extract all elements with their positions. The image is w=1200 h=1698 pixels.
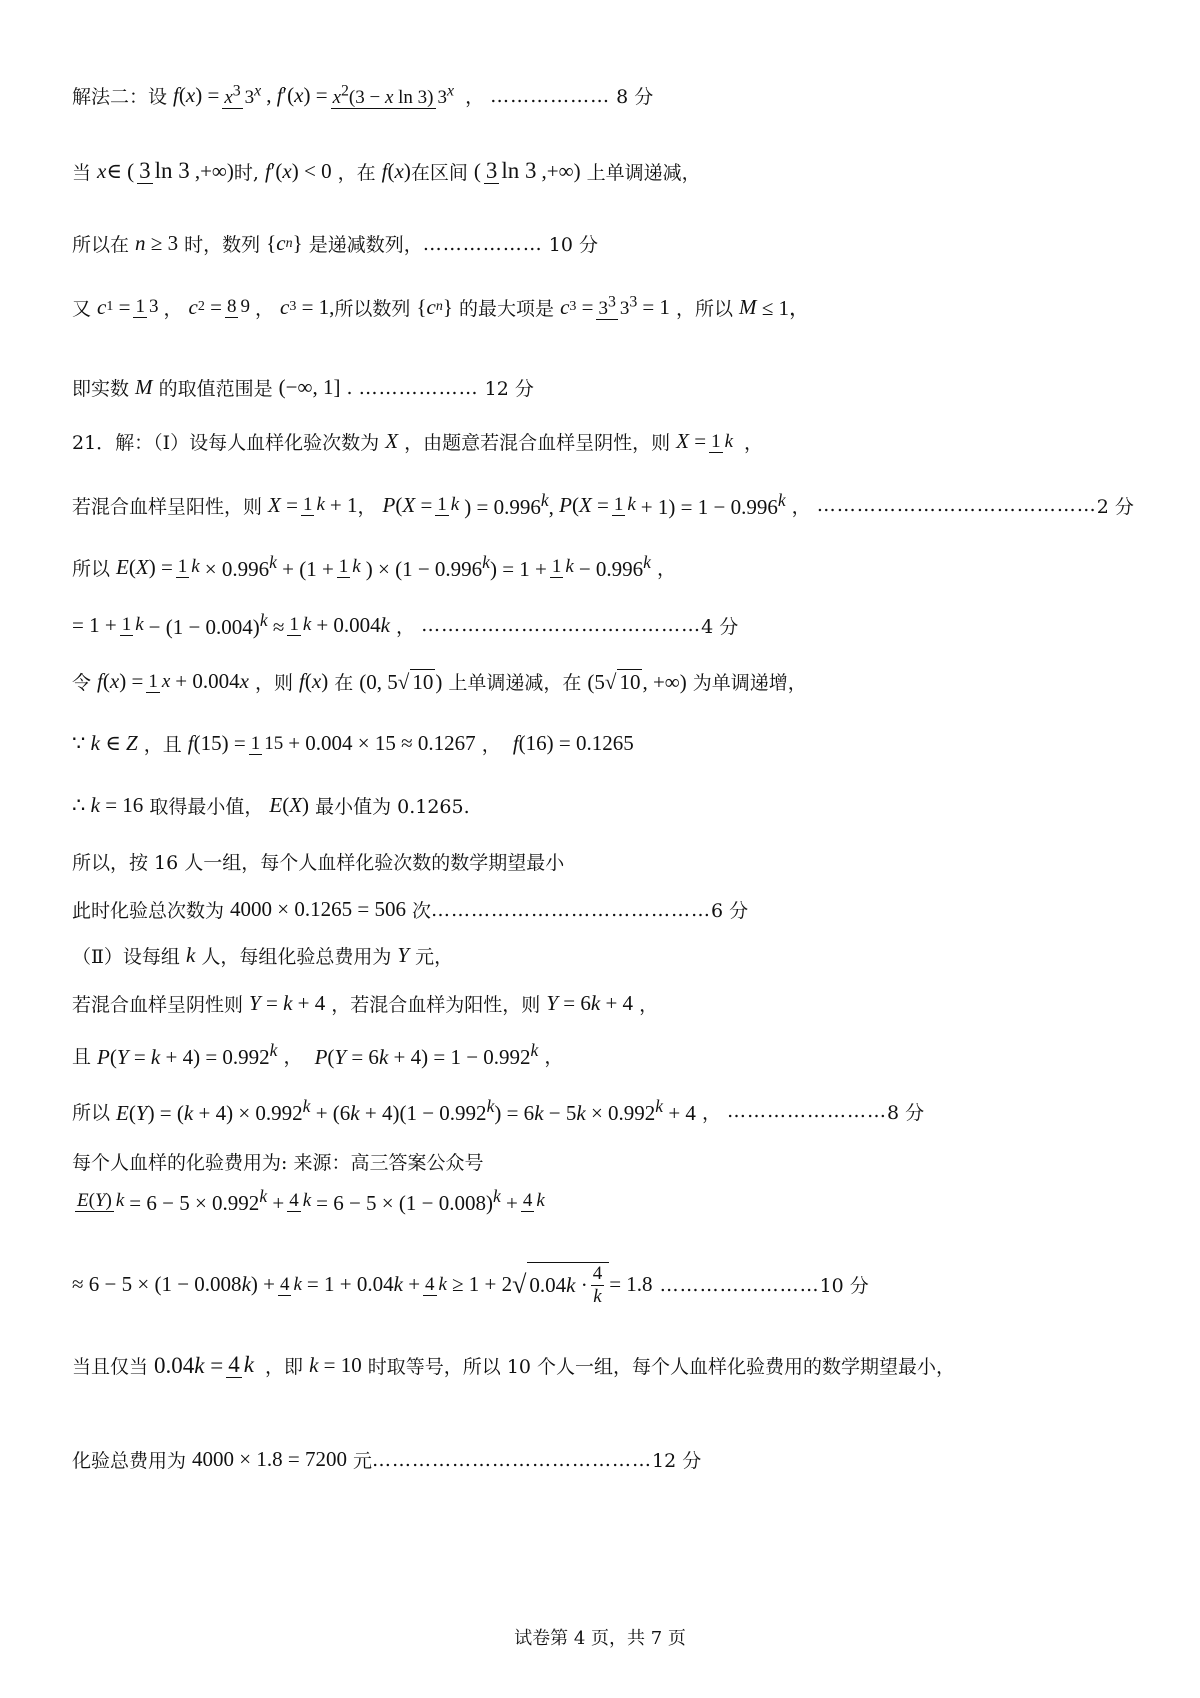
fraction: 1 3	[135, 296, 159, 318]
solution-line: 21．解：（Ⅰ）设每人血样化验次数为 X ，由题意若混合血样呈阴性，则 X = 1 k ，	[72, 429, 764, 454]
fraction: 4 k	[228, 1352, 254, 1378]
solution-line: 若混合血样呈阴性则 Y = k + 4 ，若混合血样为阳性，则 Y = 6k + 4 ，	[72, 991, 659, 1016]
solution-line: 每个人血样的化验费用为: 来源：高三答案公众号	[72, 1152, 484, 1174]
fraction: 1 k	[613, 494, 636, 516]
solution-line: ≈ 6 − 5 × (1 − 0.008k) + 4 k = 1 + 0.04k + 4 k ≥ 1 + 2 √ 0.04k · $\frac{4}{k}$ = 1.8 …………………… 10 分	[72, 1263, 869, 1307]
solution-line: 所以，按 16 人一组，每个人血样化验次数的数学期望最小	[72, 852, 565, 874]
solution-line: 当且仅当 0.04k = 4 k ，即 k = 10 时取等号，所以 10 个人一组，每个人血样化验费用的数学期望最小，	[72, 1352, 956, 1378]
solution-line: 即实数 M 的取值范围是 (−∞, 1] . ……………… 12 分	[72, 375, 534, 400]
fraction: $x^2(3 - x$ ln 3) 3$^x$	[332, 82, 455, 108]
solution-line: 解法二：设 f ( x ) = $x^3$ 3$^x$ , f ′( x ) = $x^2(3 - x$ ln 3) 3$^x$ ， ……………… 8 分	[72, 82, 654, 108]
solution-line: 当 x ∈ ( 3 ln 3 ,+∞) 时, f ′( x ) < 0 ，在 f ( x ) 在区间 ( 3 ln 3 ,+∞) 上单调递减，	[72, 158, 701, 184]
fraction: 3 ln 3	[485, 158, 537, 184]
solution-line: 且 $P(Y = k + 4) = 0.992^k$ ， $P(Y = 6k + 4) = 1 - 0.992^k$ ，	[72, 1040, 564, 1069]
solution-line: 此时化验总次数为 4000 × 0.1265 = 506 次 …………………………………… 6 分	[72, 897, 749, 922]
fraction: 4 k	[279, 1273, 302, 1295]
fraction: $\frac{4}{k}$	[592, 1263, 603, 1307]
fraction: $3^3$ $3^3$	[598, 293, 638, 320]
fraction: 4 k	[522, 1190, 545, 1212]
fraction: 1 k	[711, 430, 734, 452]
solution-line: 所以在 n ≥ 3 时，数列 { c n } 是递减数列， ……………… 10 分	[72, 231, 598, 256]
fraction: 4 k	[425, 1273, 447, 1295]
solution-line: E(Y) k = $6 - 5 \times 0.992^k$ + 4 k = $6 - 5 \times (1 - 0.008)^k$ + 4 k	[77, 1186, 545, 1215]
solution-line: （Ⅱ）设每组 k 人，每组化验总费用为 Y 元，	[72, 943, 454, 968]
solution-line: = 1 + 1 k − $(1 - 0.004)^k$ ≈ 1 k + 0.004k ， …………………………………… 4 分	[72, 610, 739, 639]
fraction: 1 15	[250, 732, 284, 754]
solution-line: 又 c 1 = 1 3 ， c 2 = 8 9 ， c 3 = 1, 所以数列 { c n } 的最大项是 c 3 = $3^3$ $3^3$ = 1 ，所以 M ≤ 1，	[72, 293, 811, 320]
fraction: 3 ln 3	[139, 158, 190, 184]
fraction: 4 k	[289, 1190, 312, 1212]
fraction: 1 k	[121, 614, 144, 636]
fraction: 1 k	[437, 494, 460, 516]
solution-line: ∵ k ∈ Z ，且 f (15) = 1 15 + 0.004 × 15 ≈ 0.1267 ， f(16) = 0.1265	[72, 731, 634, 756]
solution-line: 所以 E ( X ) = 1 k × $0.996^k + (1$ + 1 k ) × $(1 - 0.996^k) = 1$ + 1 k − $0.996^k$ ，	[72, 552, 676, 581]
solution-line: 所以 $E(Y) = (k + 4) \times 0.992^k + (6k + 4)(1 - 0.992^k) = 6k - 5k \times 0.992^k + 4$ ， …………………… 8 分	[72, 1096, 925, 1125]
fraction: 1 k	[289, 614, 312, 636]
fraction: 1 k	[338, 556, 361, 578]
fraction: 1 k	[551, 556, 574, 578]
page-footer: 试卷第 4 页，共 7 页	[514, 1628, 686, 1649]
solution-line: ∴ k = 16 取得最小值， E(X) 最小值为 0.1265.	[72, 793, 470, 818]
fraction: 1 k	[177, 556, 200, 578]
fraction: E(Y) k	[77, 1190, 125, 1212]
solution-line: 若混合血样呈阳性，则 X = 1 k + 1 ， P ( X = 1 k ) = $0.996^k$, P ( X = 1 k + $1) = 1 - 0.996^k$ ， …………………………………… 2 分	[72, 490, 1134, 519]
fraction: $x^3$ 3$^x$	[224, 82, 262, 108]
fraction: 1 x	[148, 670, 171, 692]
solution-line: 化验总费用为 4000 × 1.8 = 7200 元 …………………………………… 12 分	[72, 1447, 702, 1472]
fraction: 1 k	[302, 494, 325, 516]
solution-line: 令 f ( x ) = 1 x + 0.004x ，则 f ( x ) 在 (0, 5√ 10) 上单调递减，在 (5√ 10, +∞) 为单调递增，	[72, 669, 807, 694]
fraction: 8 9	[226, 296, 250, 318]
